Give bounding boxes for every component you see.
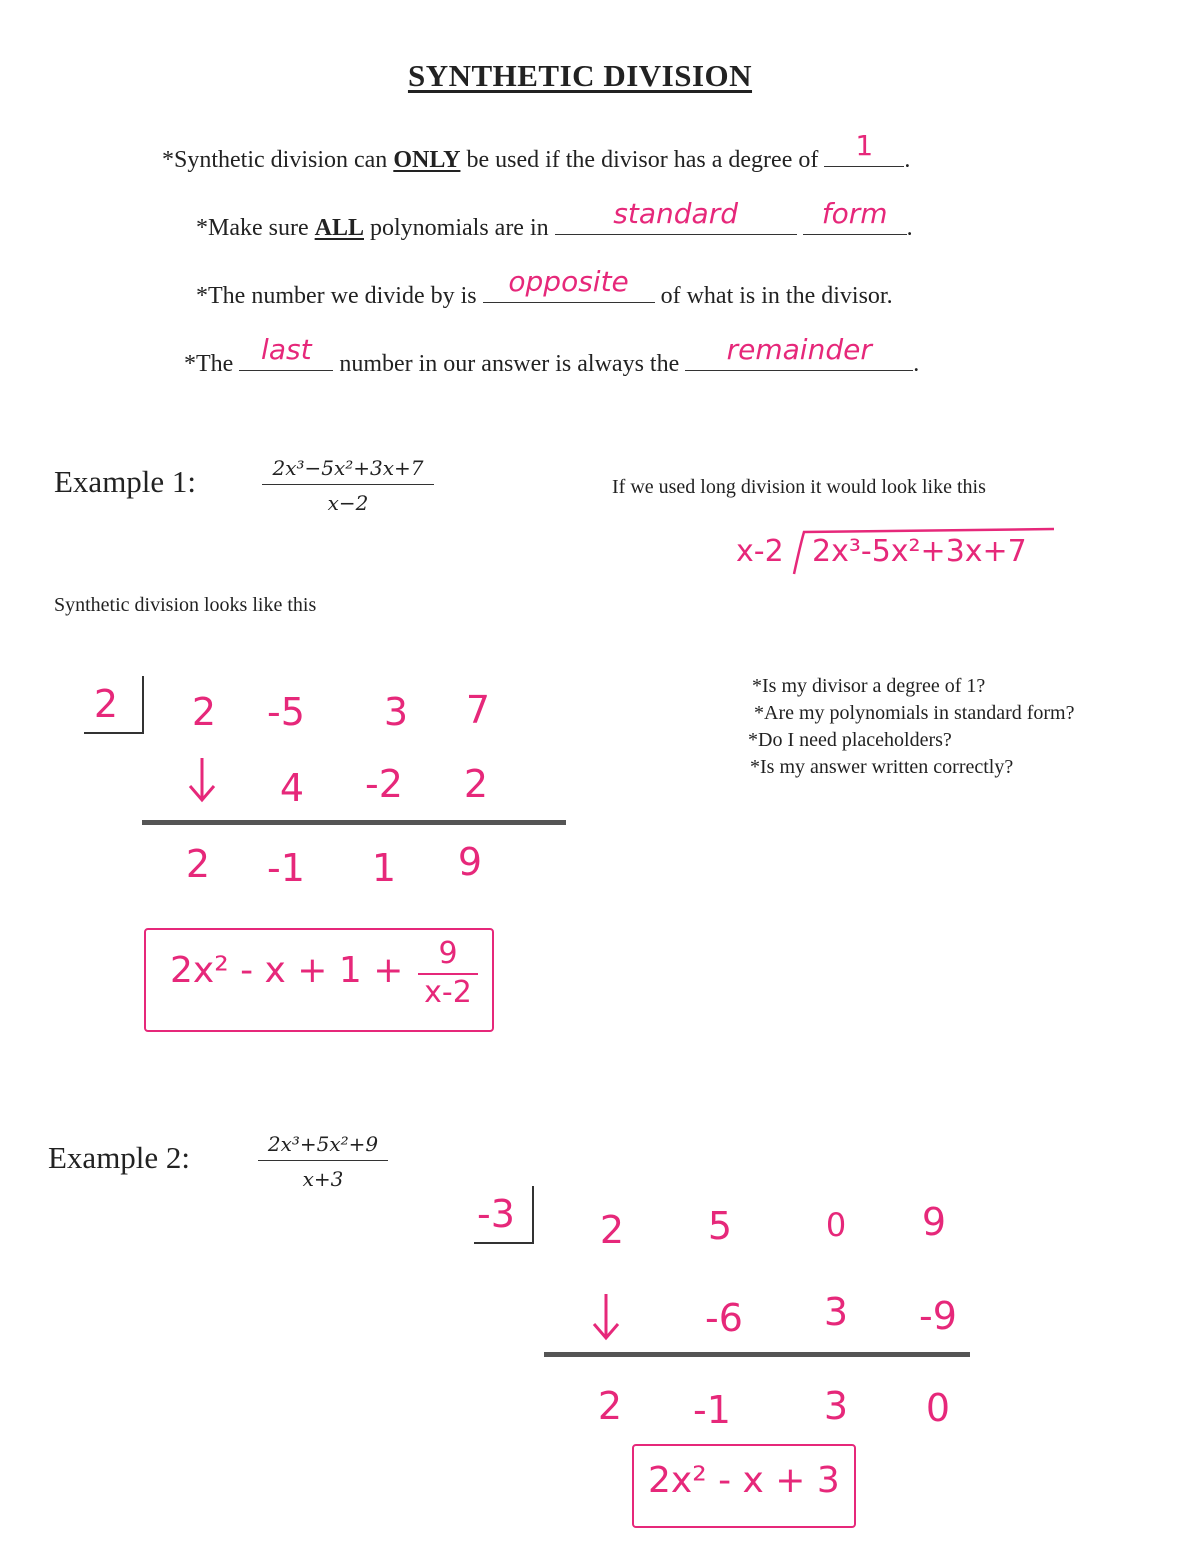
ex2-divisor: -3 [477,1192,515,1236]
rule-4: *The last number in our answer is always the remainder . [184,333,920,377]
ex2-r2-c3: 3 [823,1290,849,1334]
ex2-sum-line [544,1352,970,1357]
rule-2-blank-1: standard [555,204,797,235]
ex2-r3-c4: 0 [925,1386,951,1430]
rule-1: *Synthetic division can ONLY be used if the divisor has a degree of 1 . [162,129,911,173]
ex1-answer: 2x² - x + 1 + [170,950,404,991]
ex2-r2-c2: -6 [705,1296,743,1340]
rule-1-blank: 1 [824,136,904,167]
checklist [748,673,1075,781]
ex2-r1-c2: 5 [707,1204,733,1248]
ex1-divisor: 2 [93,682,119,726]
ex1-r3-c1: 2 [185,842,211,886]
ex2-r3-c2: -1 [693,1388,731,1432]
rule-2-blank-2: form [803,204,907,235]
ex1-r3-c3: 1 [371,846,397,890]
ex2-down-arrow-icon [590,1292,622,1342]
ex2-r1-c3: 0 [825,1206,847,1244]
rule-2: *Make sure ALL polynomials are in standard form . [196,197,913,241]
checklist-item: *Is my divisor a degree of 1? [752,675,986,697]
ex1-r1-c1: 2 [191,690,217,734]
ex1-r1-c4: 7 [465,688,491,732]
ex2-r2-c4: -9 [919,1294,957,1338]
ex2-r3-c1: 2 [597,1384,623,1428]
ex1-sum-line [142,820,566,825]
example-2-fraction: $\frac{\text{2x³+5x²+9}}{x+3}$ [258,1132,388,1191]
long-division-note: If we used long division it would look like this [612,476,986,498]
rule-3-blank: opposite [483,272,655,303]
ex2-r1-c1: 2 [599,1208,625,1252]
ex1-r1-c2: -5 [267,690,305,734]
page-title: SYNTHETIC DIVISION [407,58,753,93]
ex1-r1-c3: 3 [383,690,409,734]
ex1-r2-c2: 4 [279,766,305,810]
ex1-answer-fraction: 9 x-2 [418,936,478,1010]
checklist-item: *Do I need placeholders? [748,729,952,751]
checklist-item: *Are my polynomials in standard form? [754,702,1075,724]
ex1-r3-c2: -1 [267,846,305,890]
ex1-r3-c4: 9 [457,840,483,884]
example-2-label: Example 2: [48,1140,191,1175]
rule-4-blank-2: remainder [685,340,913,371]
ex1-r2-c3: -2 [365,762,403,806]
ex1-r2-c4: 2 [463,762,489,806]
checklist-item: *Is my answer written correctly? [750,756,1014,778]
long-division-divisor: x-2 [736,534,784,569]
example-1-fraction: $\frac{\text{2x³−5x²+3x+7}}{x-2}$ [262,456,434,515]
ex2-answer: 2x² - x + 3 [648,1460,840,1501]
synthetic-note: Synthetic division looks like this [54,594,317,616]
long-division-dividend: 2x³-5x²+3x+7 [812,534,1027,569]
ex2-r1-c4: 9 [921,1200,947,1244]
ex2-r3-c3: 3 [823,1384,849,1428]
ex1-down-arrow-icon [186,756,218,804]
rule-4-blank-1: last [239,340,333,371]
example-1-label: Example 1: [54,464,197,499]
rule-3: *The number we divide by is opposite of what is in the divisor. [196,265,893,309]
